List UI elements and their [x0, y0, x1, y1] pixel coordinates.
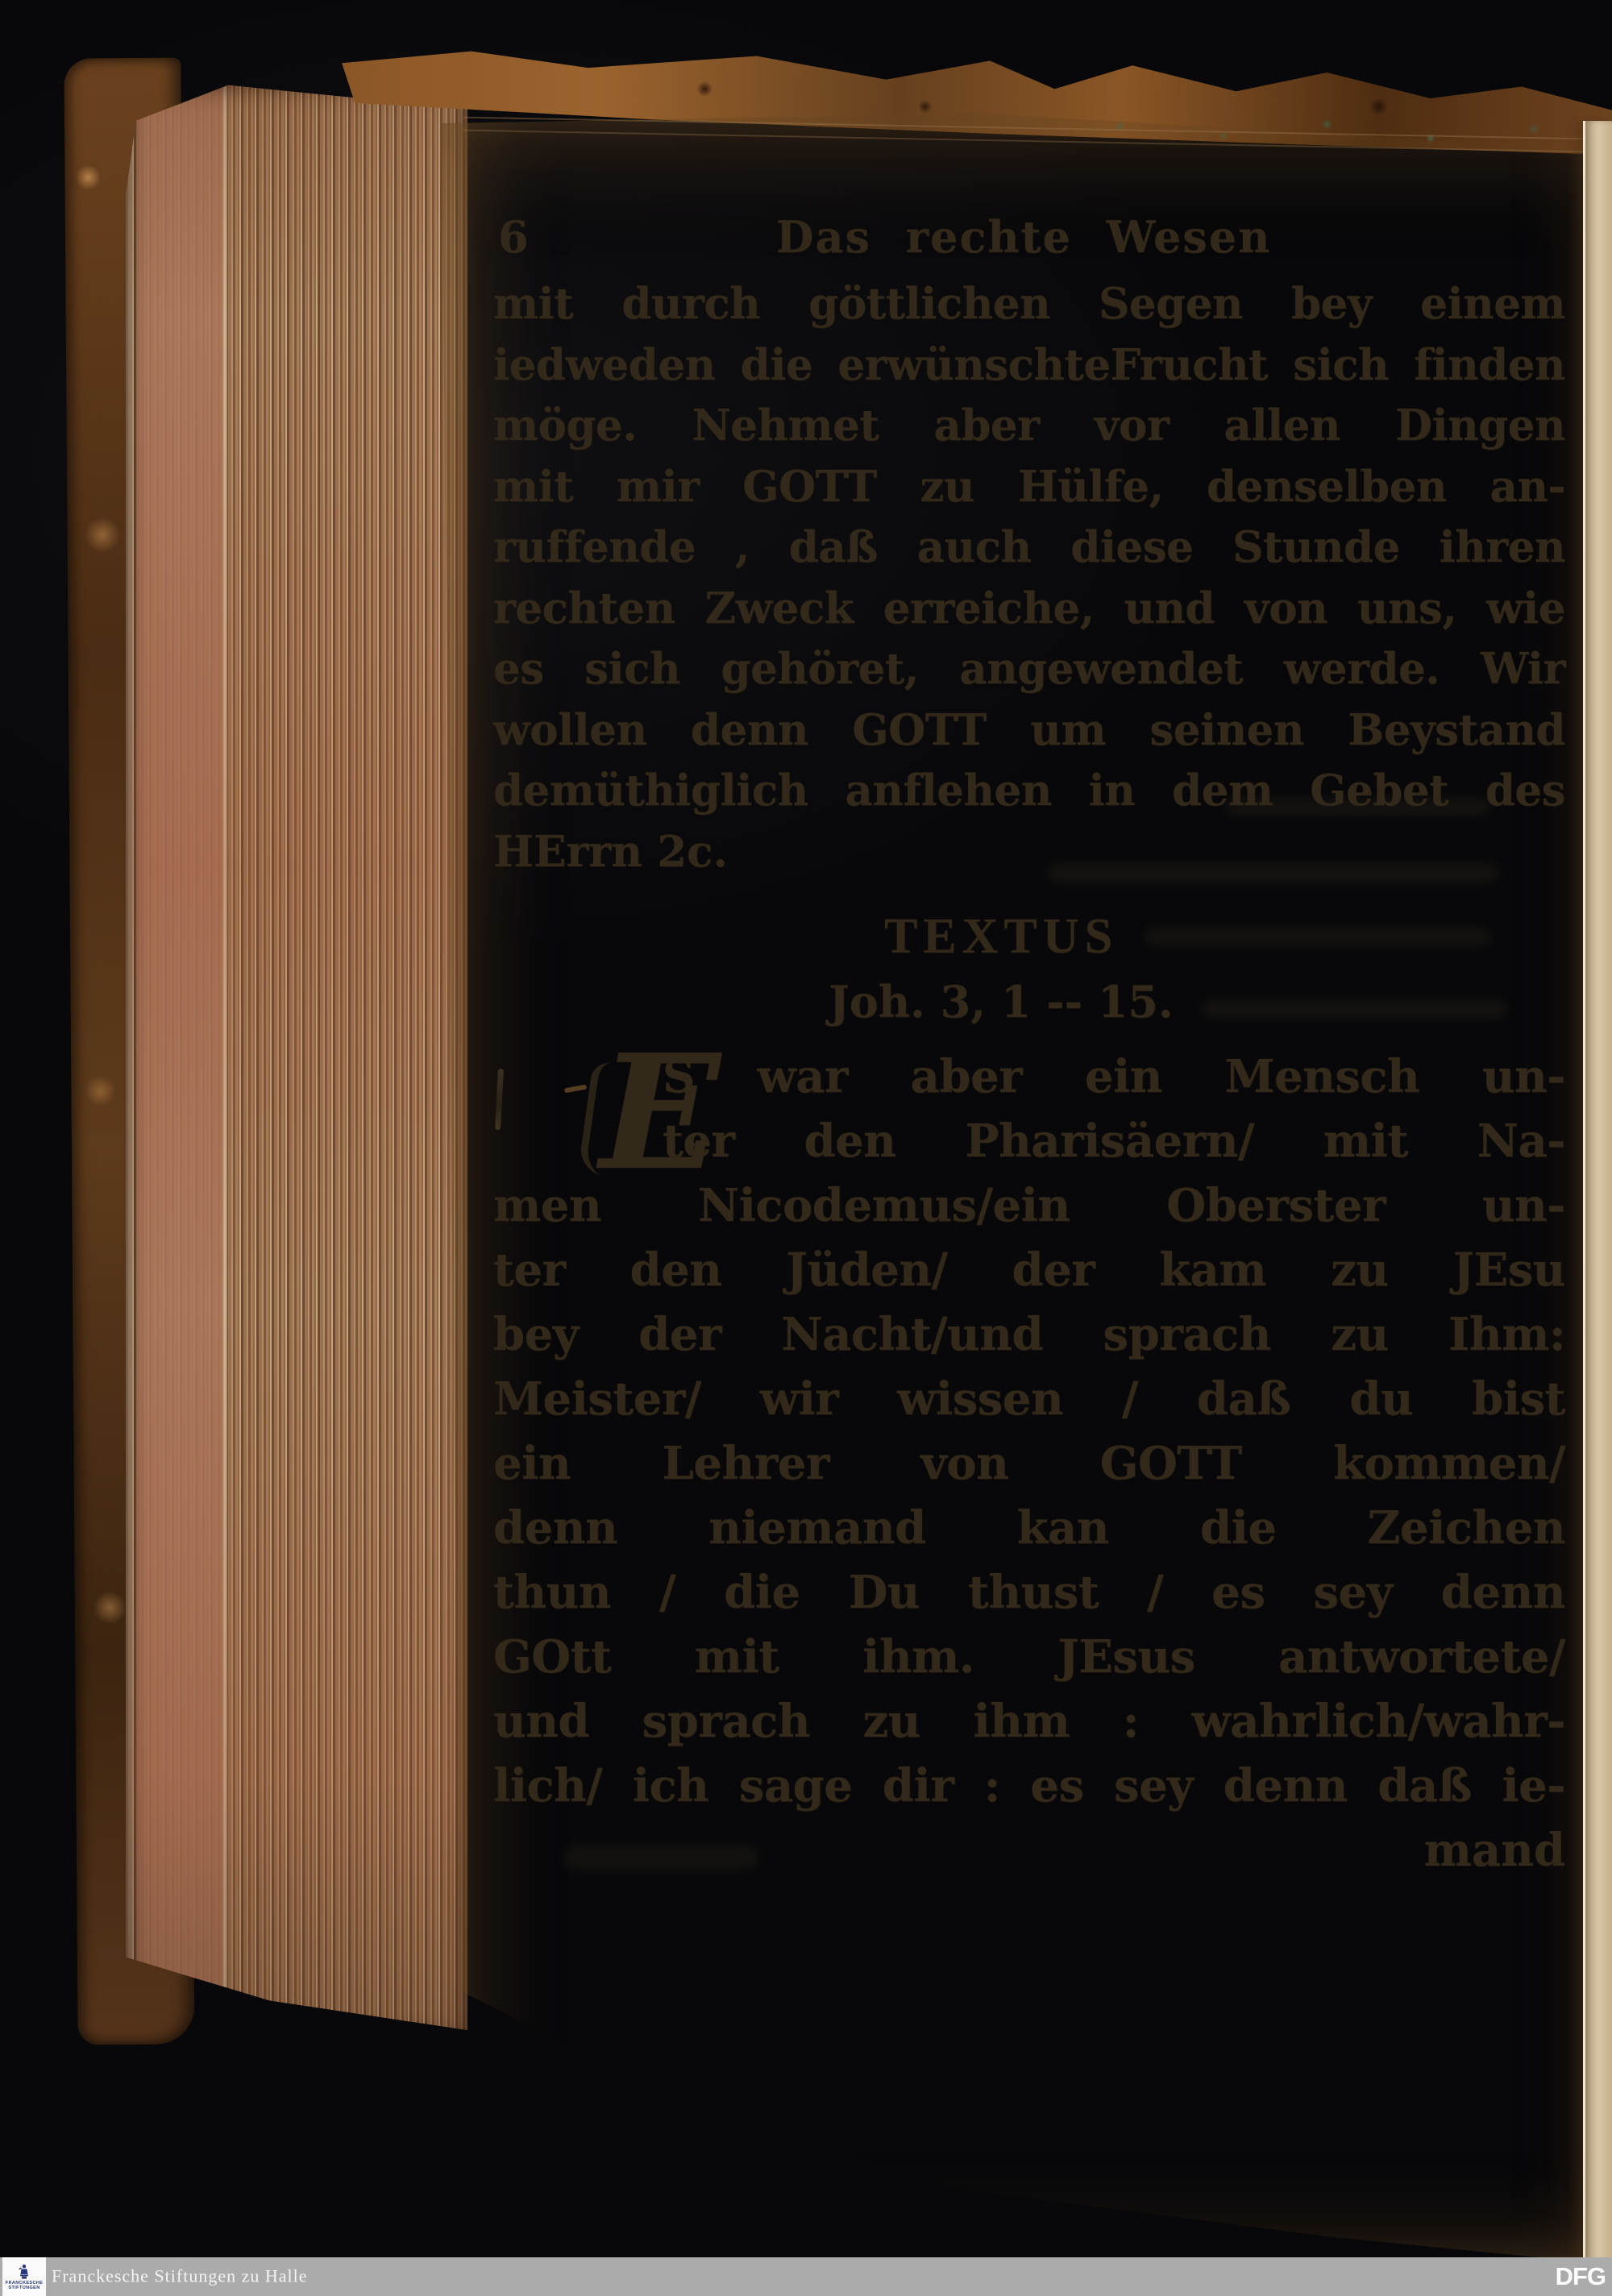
scripture-reference: Joh. 3, 1 -- 15. [829, 976, 1174, 1028]
text-line: thun / die Du thust / es sey denn [493, 1566, 1565, 1619]
text-line: möge. Nehmet aber vor allen Dingen [493, 401, 1565, 450]
text-line: ruffende , daß auch diese Stunde ihren [493, 522, 1565, 572]
dfg-logo: DFG [1555, 2262, 1606, 2290]
text-line: demüthiglich anflehen in dem Gebet des [493, 766, 1565, 816]
text-line: GOtt mit ihm. JEsus antwortete/ [493, 1630, 1565, 1684]
text-line: bey der Nacht/und sprach zu Ihm: [493, 1308, 1565, 1361]
footer-watermark-bar [0, 2257, 1612, 2296]
text-line: men Nicodemus/ein Oberster un- [493, 1179, 1565, 1232]
text-line: HErrn 2c. [493, 826, 728, 877]
text-line: es sich gehöret, angewendet werde. Wir [493, 644, 1565, 694]
text-line: iedweden die erwünschteFrucht sich finden [493, 339, 1565, 390]
catchword: mand [1423, 1824, 1565, 1877]
logo-text-line2: STIFTUNGEN [8, 2285, 40, 2290]
text-line: mit mir GOTT zu Hülfe, denselben an- [493, 461, 1565, 512]
text-line: ter den Pharisäern/ mit Na- [663, 1115, 1565, 1168]
text-line: ter den Jüden/ der kam zu JEsu [493, 1243, 1565, 1297]
text-line: rechten Zweck erreiche, und von uns, wie [493, 583, 1565, 633]
textus-heading: TEXTUS [883, 909, 1119, 964]
text-line: ein Lehrer von GOTT kommen/ [493, 1437, 1565, 1490]
printed-text-block [493, 211, 1565, 1888]
text-line: Meister/ wir wissen / daß du bist [493, 1372, 1565, 1426]
running-title: Das rechte Wesen [775, 211, 1272, 263]
text-line: lich/ ich sage dir : es sey denn daß ie- [493, 1759, 1565, 1812]
text-line: denn niemand kan die Zeichen [493, 1501, 1565, 1555]
library-logo [2, 2257, 46, 2296]
adjacent-page-edge [1583, 121, 1612, 2265]
text-line: wollen denn GOTT um seinen Beystand [493, 704, 1565, 755]
francke-monument-icon [16, 2264, 32, 2280]
page-header [493, 211, 1565, 279]
page-number: 6 [498, 211, 529, 263]
page-fore-edge-stack [126, 77, 467, 2052]
text-line: und sprach zu ihm : wahrlich/wahr- [493, 1695, 1565, 1748]
ornamental-initial: E [584, 1039, 737, 1204]
text-line: S war aber ein Mensch un- [663, 1050, 1565, 1103]
library-name-label: Franckesche Stiftungen zu Halle [52, 2265, 308, 2286]
logo-text-line1: FRANCKESCHE [5, 2280, 44, 2286]
text-line: mit durch göttlichen Segen bey einem [493, 279, 1565, 329]
scripture-paragraph [493, 1020, 1565, 1888]
